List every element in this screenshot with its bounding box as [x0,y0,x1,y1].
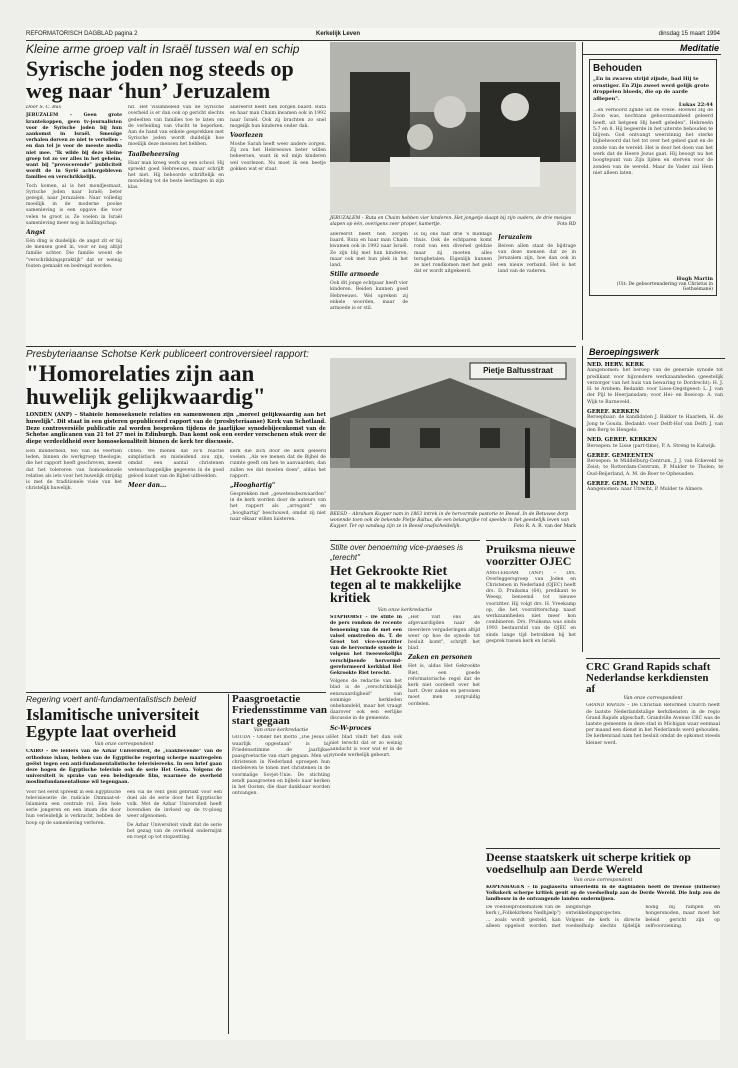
photo-beesd-street [330,358,576,510]
article-column [26,105,122,347]
byline: Van onze correspondent [94,742,154,748]
masthead [26,28,720,41]
meditatie-author: Hugh Martin [676,276,713,282]
paragraph: allereerst heeft hen zorgen baard. Ruta en haar man Chaim kwamen ook in 1992 naar Israël. Ook zij brachten zo snel mogelijk hun kinderen onder dak. [230,105,326,129]
subheading: Meer dan... [128,482,167,490]
article-kicker: Kleine arme groep valt in Israël tussen wal en schip [26,42,300,56]
meditatie-text: ...en verhoord zijnde uit de vreze. Hoewel Hij de Zoon was, nochtans gehoorzaamheid geleerd heeft, uit hetgeen Hij heeft geleden", Hebreeën 5:7 en 8. Hij begeerde in het uiterste behouden te blijven. God ontvangt weerzinnig het sterke bijbelwoord dat het tot over het gebed gaat en de zonde van de wereld. Het is door het doen van het werk dat de Heere Jezus gaat. Hij beoogt nu het hoogtepunt van Zijn lijden en sterven voor de zonden van de wereld. Maar de Vader zal Hem niet alleen laten. [593,108,713,176]
article-gekrookte-riet [330,540,480,845]
article-danish-church [486,848,720,1037]
article-lead: LONDEN (ANP) – Stabiele homoseksuele relaties en samenwonen zijn „moreel gelijkwaardig aan het huwelijk". Dit staat in een gisteren gepubliceerd rapport van de (presbyteriaanse) Kerk van Schotland. Deze controversiële publicatie zal worden besproken tijdens de jaarlijkse synodebijeenkomst van de Schotse anglicanen van 21 tot 27 mei in Edinburgh. Dan komt ook een eerder verschenen stuk over de diepe verdeeldheid over homoseksualiteit binnen de kerk ter discussie. [26,412,326,446]
church-text: Beroepbaar: de kandidaten J. Bakker te Haarlem, H. de Jong te Gouda. Bedankt: voor Delft-Hof van Delft: J. van den Berg te Hengelo. [587,415,723,433]
meditatie-box [582,42,721,340]
paragraph: een via de vent geld gebruikt voor een duel als de serie door het Egyptische volk. Met de Azhar Universiteit heeft bovendien de invloed op de tv-ploeg weer afgenomen. [127,789,222,820]
article-headline: Islamitische universiteit Egypte laat overheid [26,705,200,741]
article-headline: "Homorelaties zijn aan huwelijk gelijkwaardig" [26,361,266,409]
article-column [408,615,480,845]
paragraph: Eén ding is duidelijk: de angst zit er bij de mensen goed in, voor er nog altijd familie achter. Die familie woont de "verschrikkingspraktijk" dat er weinig fouten gemaakt en bedreigd worden. [26,238,122,269]
byline: Van onze correspondent [623,696,683,702]
paragraph: Het blad vindt het dan ook niet terecht dat er zo weinig aandacht is voor wat er in de synode werkelijk gebeurt. [330,734,402,759]
byline: Van onze kerkredactie [253,728,309,734]
photo-illustration [330,358,576,510]
article-column [230,105,326,347]
article-homorelaties [26,349,326,689]
photo-illustration [330,42,576,214]
paragraph: Beiven allen staat de bijdrage van deze mensen dat ze in Jeruzalem zijn, hoe dan ook in een nieuw verband. Het is het land van de vaderen. [498,244,576,274]
meditatie-ref: Lukas 22:44 [678,102,713,108]
article-lead: CAIRO – De leiders van de Azhar Universiteit, de „vaaklievende" van de orthodoxe islam, hebben van de Egyptische regering scherpe maatregelen geëist tegen een anti-fundamentalistische televisiereeks. In een brief gaan deze hogen de Egyptische televisie ook de serie Het Gesta. Volgens de universiteit is sprake van een beledigende film, waarmee de overheid moslimfundamentalisme wil tegengaan. [26,749,222,786]
article-ojec [486,540,576,769]
article-islamic-university [26,694,222,1034]
article-column [26,790,121,1000]
photo-credit: Foto RD [557,222,576,227]
article-lead: JERUZALEM – Geen grote krantekoppen, geen tv-journalisten voor de Syrische joden bij hun aankomst in Israël. Smeuïge verhalen dorven ze niet te vertellen – en dan tel je voor de meeste media niet mee. "Ik wilde bij deze kleine groep tot zo ver alles in het geheim, want bij "provocerende" publiciteit wordt de in Syrië achtergebleven families en verschrikkelijk. [26,113,122,181]
church-text: Beroepen: te Lisse (part-time), P. A. Streng te Katwijk. [587,443,717,449]
article-syrian-jews [26,42,326,347]
street-sign: Pietje Baltusstraat [483,366,553,375]
newspaper-page [26,28,723,1040]
photo-caption [330,216,576,228]
subheading: Sc-W-proces [330,724,372,732]
church-heading: NED. GEREF. KERKEN [587,437,657,444]
meditatie-frame [589,59,717,296]
article-continuation [330,232,576,344]
article-body: GRAND RAPIDS – De Christian Reformed Church heeft de laatste Nederlandstalige kerkdiensten in de regio Grand Rapids afgeschaft. Grandville Avenue CRC was de laatste gemeente in deze stad in Michigan waar eenmaal per maand een dienst in het Nederlands werd gehouden. De kerkenraad nam het besluit omdat de opkomst steeds kleiner werd. [586,703,720,746]
masthead-section: Kerkelijk Leven [316,31,361,37]
paragraph: „Het valt ons als afgevaardigden naar de meerdere vergaderingen altijd weer op hoe de synode tot besluit komt", schrijft het blad. [408,615,480,652]
article-headline: Paasgroetactie Friedensstimme van start gegaan [232,694,328,727]
caption-text: JERUZALEM – Ruta en Chaim hebben vier kinderen. Het jongetje slaapt bij zijn ouders, de drie meisjes slapen op één, overigens zeer proper, kamertje. [330,216,572,227]
photo-children-in-bed [330,42,576,214]
article-kicker: Stilte over benoeming vice-praeses is „terecht" [330,543,463,562]
paragraph: is bij ons half drie 's middags thuis. Ook de echtparen komt rond van een diversel geldzie maar zij moeten alles terugbetalen. Eigenlijk kunnen ze niet rondkomen met het geld dat er wordt uitgekeerd. [414,232,492,275]
article-kicker: Presbyteriaanse Schotse Kerk publiceert controversieel rapport: [26,349,309,360]
article-body: De voedselproblematiek van de kerk („Folkekirkens Nødhjælp") ... zoals wordt gesteld, kan alleen opgelost worden met langdurige ontwikkelingsprojecten. Volgens de kerk is directe voedselhulp slechts tijdelijk nodig bij rampen en hongersnoden, maar moet het beleid gericht zijn op zelfvoorziening. [486,905,720,929]
article-headline: Het Gekrookte Riet tegen al te makkelijke kritiek [330,564,462,607]
article-column [128,105,224,347]
masthead-date: dinsdag 15 maart 1994 [658,31,720,37]
beroepingswerk-list [587,362,725,494]
article-kicker: Regering voert anti-fundamentalistisch beleid [26,694,197,704]
article-headline: CRC Grand Rapids schaft Nederlandse kerkdiensten af [586,661,711,695]
article-paasgroet [228,694,330,1034]
article-lead: KOPENHAGEN – In pagiaseria uitoeriedin in de dagbladen heeft de Deense (lutherse) Volkskerk scherpe kritiek geuit op de voedselhulp aan de Derde Wereld. Die hulp zou de landbouw in de ontvangende landen ondermijnen. [486,884,720,902]
paragraph: Ook dit jonge echtpaar heeft vier kinderen. Beiden kunnen goed Hebreeuws. Wel spreken zij enkele woorden, maar de armoede is er stil. [330,281,408,312]
photo-credit: Foto R. A. R. van der Mark [513,524,576,529]
article-headline: Deense staatskerk uit scherpe kritiek op voedselhulp aan Derde Wereld [486,850,691,876]
paragraph: nit. Het visumbeleid van de Syrische overheid is er dan ook op gericht slechts gedeelten van families toe te laten om de verleiding van vlucht te beperken. Aan de hand van enkele gesprekken met Syrische joden wordt duidelijk hoe moeilijk deze mensen het hebben. [128,105,224,148]
article-column [330,232,408,344]
paragraph: Gesprekken met „gewetensbezwaarden" in de kerk worden door de auteurs van het rapport als „arrogant" en „hooghartig" beschouwd, omdat zij niet naar elkaar willen luisteren. [230,492,326,522]
paragraph: chten. We menen dat zo'n reactie simplistisch en misleidend zou zijn, omdat een aantal christenen wetenschappelijke gegevens in de goed gelood kunst van de Bijbel uitbeelden. [128,449,224,479]
paragraph: Voor het eerst spreekt in een Egyptische televisieserie de radicale Ommaat-el-Islamieta een centrale rol. Een hele serie jongeren en een imam die door hun verleidelijk is verkracht, hebben de hoop op de samenleving verloren. [26,789,121,826]
article-column [330,615,402,845]
article-column [230,449,326,649]
article-body: AMSTERDAM (ANP) – Drs. Overleggersgroep van Joden en Christenen in Nederland (OJEC) heeft drs. D. Pruiksma (64), predikant te Weesp, benoemd tot nieuwe voorzitter. Hij volgt drs. H. Vreekamp op, die het voorzitterschap naast werkzaamheden niet meer kon combineren. Drs. Pruiksma was sinds 1993 bestuurslid van de OJEC en sinds lange tijd betrokken bij het gesprek tussen kerk en Israël. [486,570,576,644]
subheading: Voorlezen [230,131,263,139]
article-column [498,232,576,344]
paragraph: Een minderheid, ten van de veertien leden, binnen de werkgroep theologie, die het rapport heeft geschreven, meent dat het tolereren van homoseksuele relaties als iets voor het huwelijk strijdig is met de traditionele visie van het christelijk huwelijk. [26,449,122,492]
byline: Van onze kerkredactie [377,608,433,614]
meditatie-header: Meditatie [583,42,721,55]
church-heading: GEREF. KERKEN [587,409,640,416]
meditatie-author-note: (Uit: De geboortenadering van Christus in Gethsémané) [616,282,713,292]
meditatie-title: Behouden [593,63,642,74]
church-heading: NED. HERV. KERK [587,362,644,368]
subheading: „Hooghartig" [230,482,276,490]
article-column [128,449,224,649]
church-heading: GEREF. GEMEENTEN [587,452,654,459]
caption-text: BEESD – Abraham Kuyper nam in 1863 intrek in de hervormde pastorie te Beesd. In de Betuwse dorp wonende toen ook de bekende Pietje Baltus, die een belangrijke rol speelde in het geestelijk leven van Kuyper. Ter op vandaag zijn ze in Beesd onafscheidelijk. [330,512,570,529]
article-body: GOUDA – Onder het motto „Die Jesus is waarlijk opgestaan" is bij Friedensstimme de jaarlijkse paasgroetactie van start gegaan. Men wil christenen in Nederland oproepen hun medeleven te tonen met christenen in de voormalige Sovjet-Unie. De stichting zendt paasgroeten en bijbels naar kerken in het Oosten, die daar dankbaar worden ontvangen. [232,735,330,797]
subheading: Stille armoede [330,271,380,279]
subheading: Jeruzalem [498,234,532,241]
paragraph: De Azhar Universiteit vindt dat de serie het gezag van de overheid ondermijnt en roept op tot stopzetting. [127,822,222,840]
masthead-left: REFORMATORISCH DAGBLAD pagina 2 [26,31,138,37]
church-text: Beroepen: te Middelburg-Centrum, J. J. van Eckeveld te Zeist; te Rotterdam-Centrum, P. Mulder te Tholen; te Oud-Beijerland, A. M. de Boer te Opheusden. [587,459,723,477]
church-text: Aangenomen: naar Utrecht, P. Mulder te Almere. [587,487,704,493]
article-column [127,790,222,1000]
meditatie-quote: „En in zwaren strijd zijnde, bad Hij te ernstiger. En Zijn zweet werd gelijk grote droppelen bloeds, die op de aarde afliepen". [593,76,710,102]
paragraph: Het is, aldus Het Gekrookte Riet, een goede reformatorische regel dat de kerk niet oordeelt over het hart. Over zaken en personen moet men zorgvuldig oordelen. [408,664,480,707]
subheading: Zaken en personen [408,654,473,662]
paragraph: Moshe Sarah heeft weer andere zorgen. Zij zou het Hebreeuws beter willen beheersen, want ik wil mijn kinderen wel voorlezen. Nu moet ik een beetje gokken wat er staat. [230,141,326,172]
subheading: Taalbeheersing [128,150,180,158]
photo-caption [330,512,576,530]
divider [26,346,576,347]
subheading: Angst [26,228,46,236]
beroepingswerk-header: Beroepingswerk [587,346,725,359]
paragraph: Volgens de redactie van het blad is de „verschrikkelijk eenzwaardigheid" van sommige kerkleden onbehandeld, maar het vraagt daarover ook een eerlijke discussie in de gemeente. [330,679,402,722]
divider [26,692,326,693]
article-column [26,449,122,649]
beroepingswerk-box [582,346,725,652]
paragraph: Toch komen, al is het mondjesmaat, Syrische joden naar Israël; beter gezegd, naar Jeruzalem. Naar volledig moeilijk in de moderne poolse samenleving is een opgave die voor velen te groot is. Ze voelen in Israël samenleving meer nog in ballingschap. [26,183,122,226]
byline: Door S. C. Bax [26,105,62,111]
paragraph: kerk die zich door de kerk geleerd voelen. „Als we menen dat de Bijbel de ruimte geeft om hen te aanvaarden, dan zullen we dat moeten doen", aldus het rapport. [230,449,326,479]
church-text: Aangenomen: het beroep van de generale synode tot predikant voor bijzondere werkzaamheden (geestelijk verzorger van het huis van bewaring te Dordrecht): H. J. H. te Arnhem. Bedankt: voor Lisse-Oegstgeest: L. J. van der Pijl te Heerjansdam; voor Hei- en Boeicop: A. van Wijk te Barneveld. [587,368,723,405]
article-headline: Syrische joden nog steeds op weg naar ‘hun’ Jeruzalem [26,56,294,103]
paragraph: Haar man kreeg werk op een school. Hij spreekt goed Hebreeuws, maar schrijft het niet. Hij behoorde schriftelijk en mondeling tot de beste leerlingen in zijn klas. [128,160,224,191]
byline: Van onze correspondent [573,877,633,883]
article-headline: Pruiksma nieuwe voorzitter OJEC [486,542,576,568]
article-lead: STAPHORST – De stilte in de pers rondom de recente benoeming van de met een valsel omstreden ds. T. de Groot tot vice-voorzitter van de hervormde synode is volgens het tweewekelijks verschijnende hervormd-gereformeerd kerkblad Het Gekrookte Riet terecht. [330,615,402,676]
church-heading: GEREF. GEM. IN NED. [587,481,656,488]
article-crc [586,658,720,845]
paragraph: allereerst heeft hen zorgen baard. Ruta en haar man Chaim kwamen ook in 1992 naar Israël. Ze zijn blij met hun kinderen, maar ook met hun plek in het land. [330,232,408,269]
article-column [414,232,492,344]
